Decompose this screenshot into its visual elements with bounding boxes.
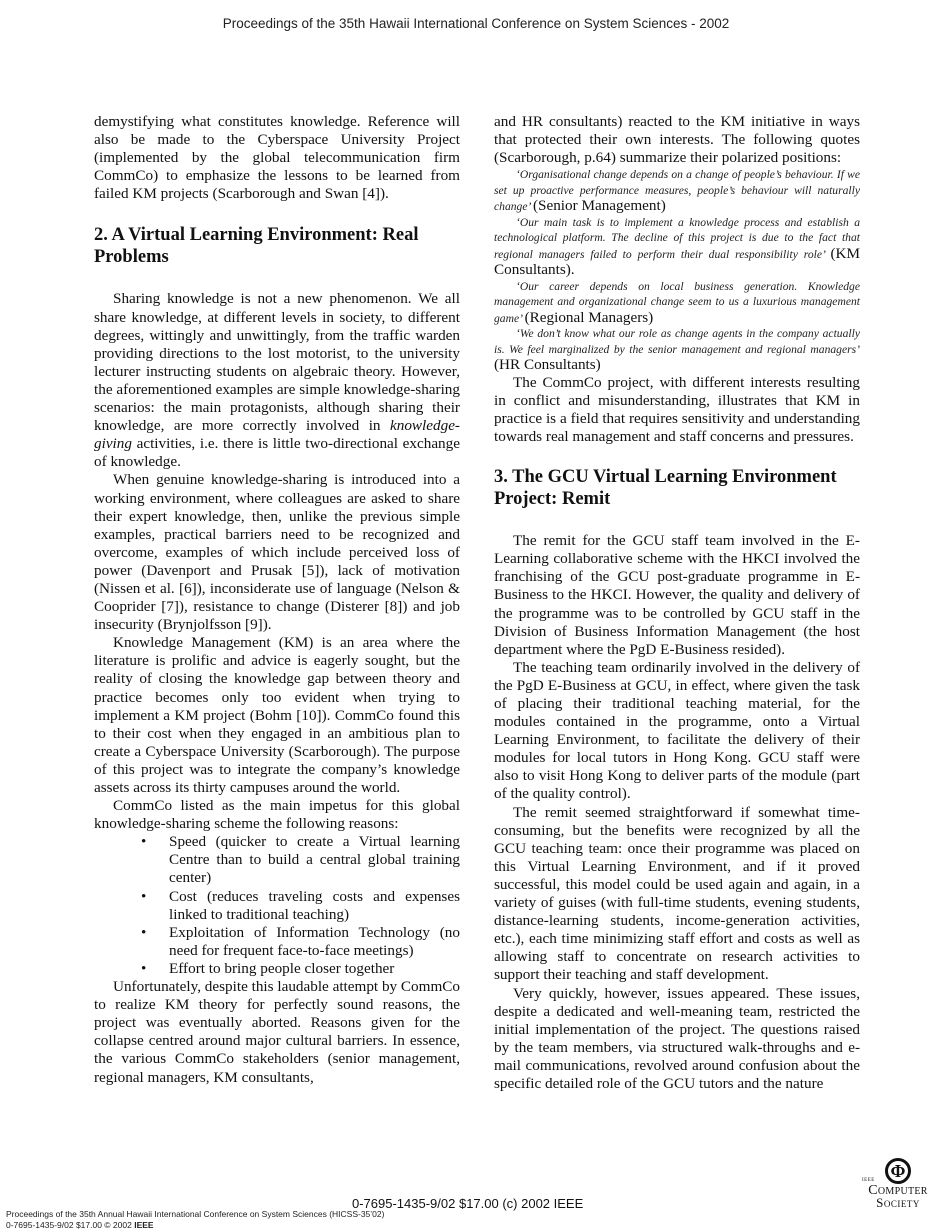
paragraph: Unfortunately, despite this laudable attempt by CommCo to realize KM theory for perfectly sound reasons, the project was eventually aborted. Reasons given for the collapse centred around major cultural barriers. In essence, the various CommCo stakeholders (senior management, regional managers, KM consultants, bbox=[94, 978, 460, 1086]
paragraph: When genuine knowledge-sharing is introduced into a working environment, where colleagues are asked to share their expert knowledge, then, unlike the previous simple examples, practical barriers need to be recognized and overcome, examples of which include perceived loss of power (Davenport and Prusak [5]), lack of motivation (Nissen et al. [6]), inconsiderate use of language (Nelson & Cooprider [7]), resistance to change (Disterer [8]) and job insecurity (Brynjolfsson [9]). bbox=[94, 471, 460, 634]
section-3-heading: 3. The GCU Virtual Learning Environment Project: Remit bbox=[494, 467, 837, 510]
section-2-heading: 2. A Virtual Learning Environment: Real Problems bbox=[94, 225, 419, 268]
quote-source: (Senior Management) bbox=[532, 197, 666, 215]
footer-isbn: 0-7695-1435-9/02 $17.00 © 2002 IEEE bbox=[6, 1220, 154, 1230]
quote-km-consultants: ‘Our main task is to implement a knowledge process and establish a technological platform. The decline of this project is due to the fact that regional managers failed to perform their dual responsibility role’ (KM Consultants). bbox=[494, 215, 860, 279]
reasons-list bbox=[94, 833, 460, 978]
ieee-computer-society-logo bbox=[858, 1158, 938, 1218]
bullet-icon: • bbox=[141, 959, 147, 977]
copyright-notice: 0-7695-1435-9/02 $17.00 (c) 2002 IEEE bbox=[352, 1196, 584, 1211]
quote-source: (KM Consultants). bbox=[494, 244, 860, 279]
paragraph: CommCo listed as the main impetus for this global knowledge-sharing scheme the following reasons: bbox=[94, 797, 460, 833]
list-item: • Effort to bring people closer together bbox=[141, 959, 395, 977]
logo-ieee-text: IEEE bbox=[862, 1178, 875, 1183]
paragraph: Very quickly, however, issues appeared. These issues, despite a dedicated and well-meaning team, restricted the initial implementation of the project. The questions raised by the team members, via structured walk-throughs and e-mail communications, revolved around confusion about the specific detailed role of the GCU tutors and the nature bbox=[494, 984, 860, 1092]
bullet-icon: • bbox=[141, 833, 147, 851]
italic-term: knowledge-giving bbox=[94, 417, 460, 453]
paragraph: The CommCo project, with different interests resulting in conflict and misunderstanding, illustrates that KM in practice is a field that requires sensitivity and understanding towards real management and staff concerns and pressures. bbox=[494, 373, 860, 446]
footer-proceedings: Proceedings of the 35th Annual Hawaii International Conference on System Sciences (HICSS-35’02) bbox=[6, 1209, 385, 1219]
paragraph: The remit seemed straightforward if somewhat time-consuming, but the benefits were recognized by all the GCU teaching team: once their programme was placed on this Virtual Learning Environment, and if it proved successful, this model could be used again and again, in a variety of guises (with full-time students, evening students, distance-learning students, income-generation activities, etc.), each time minimizing staff effort and costs as well as allowing staff to concentrate on research activities to support their teaching and staff development. bbox=[494, 803, 860, 984]
left-column bbox=[94, 113, 460, 1087]
bullet-icon: • bbox=[141, 887, 147, 905]
bullet-icon: • bbox=[141, 923, 147, 941]
right-column bbox=[494, 113, 860, 1093]
paragraph: The teaching team ordinarily involved in the delivery of the PgD E-Business at GCU, in effect, where given the task of placing their traditional teaching material, for the modules contained in the programme, onto a Virtual Learning Environment, to facilitate the delivery of their modules for local tutors in Hong Kong. GCU staff were also to visit Hong Kong to deliver parts of the module (part of the quality control). bbox=[494, 658, 860, 803]
paragraph: Knowledge Management (KM) is an area where the literature is prolific and advice is eagerly sought, but the reality of closing the knowledge gap between theory and practice becomes only too evident when trying to implement a KM project (Bohm [10]). CommCo found this to their cost when they engaged in an ambitious plan to create a Cyberspace University (Scarborough). The purpose of this project was to integrate the company’s knowledge assets across its thirty campuses around the world. bbox=[94, 634, 460, 796]
logo-line-2: Society bbox=[876, 1195, 920, 1210]
list-item: • Speed (quicker to create a Virtual learning Centre than to build a central global training center) bbox=[141, 833, 460, 887]
quote-regional-managers: ‘Our career depends on local business generation. Knowledge management and organizational change seem to us a luxurious management game’ (Regional Managers) bbox=[494, 279, 860, 326]
phi-icon: Φ bbox=[885, 1158, 911, 1184]
running-header: Proceedings of the 35th Hawaii International Conference on System Sciences - 2002 bbox=[222, 16, 730, 31]
paragraph: Sharing knowledge is not a new phenomenon. We all share knowledge, at different levels in society, to different degrees, wittingly and unwittingly, from the traffic warden providing directions to the lost motorist, to the university lecturer instructing students on algebraic theory. However, the aforementioned examples are simple knowledge-sharing scenarios: the main protagonists, although sharing their knowledge, are more correctly involved in knowledge-giving activities, i.e. there is little two-directional exchange of knowledge. bbox=[94, 290, 460, 471]
paragraph: The remit for the GCU staff team involved in the E-Learning collaborative scheme with the HKCI involved the franchising of the GCU post-graduate programme in E-Business to the HKCI. However, the quality and delivery of the programme was to be controlled by GCU staff in the Division of Business Information Management (the host department where the PgD E-Business resided). bbox=[494, 532, 860, 658]
quote-hr-consultants: ‘We don’t know what our role as change agents in the company actually is. We feel marginalized by the senior management and regional managers’ (HR Consultants) bbox=[494, 327, 860, 374]
list-item: • Cost (reduces traveling costs and expenses linked to traditional teaching) bbox=[141, 887, 460, 923]
quote-source: (Regional Managers) bbox=[524, 308, 654, 326]
continued-paragraph: and HR consultants) reacted to the KM initiative in ways that protected their own interests. The following quotes (Scarborough, p.64) summarize their polarized positions: bbox=[494, 113, 860, 167]
intro-paragraph: demystifying what constitutes knowledge. Reference will also be made to the Cyberspace University Project (implemented by the global telecommunication firm CommCo) to emphasize the lessons to be learned from failed KM projects (Scarborough and Swan [4]). bbox=[94, 113, 460, 203]
list-item: • Exploitation of Information Technology (no need for frequent face-to-face meetings) bbox=[141, 923, 460, 959]
quote-senior-management: ‘Organisational change depends on a change of people’s behaviour. If we set up proactive performance measures, people’s behaviour will naturally change’ (Senior Management) bbox=[494, 168, 860, 215]
logo-line-1: Computer bbox=[868, 1183, 928, 1198]
quote-source: (HR Consultants) bbox=[494, 356, 601, 374]
